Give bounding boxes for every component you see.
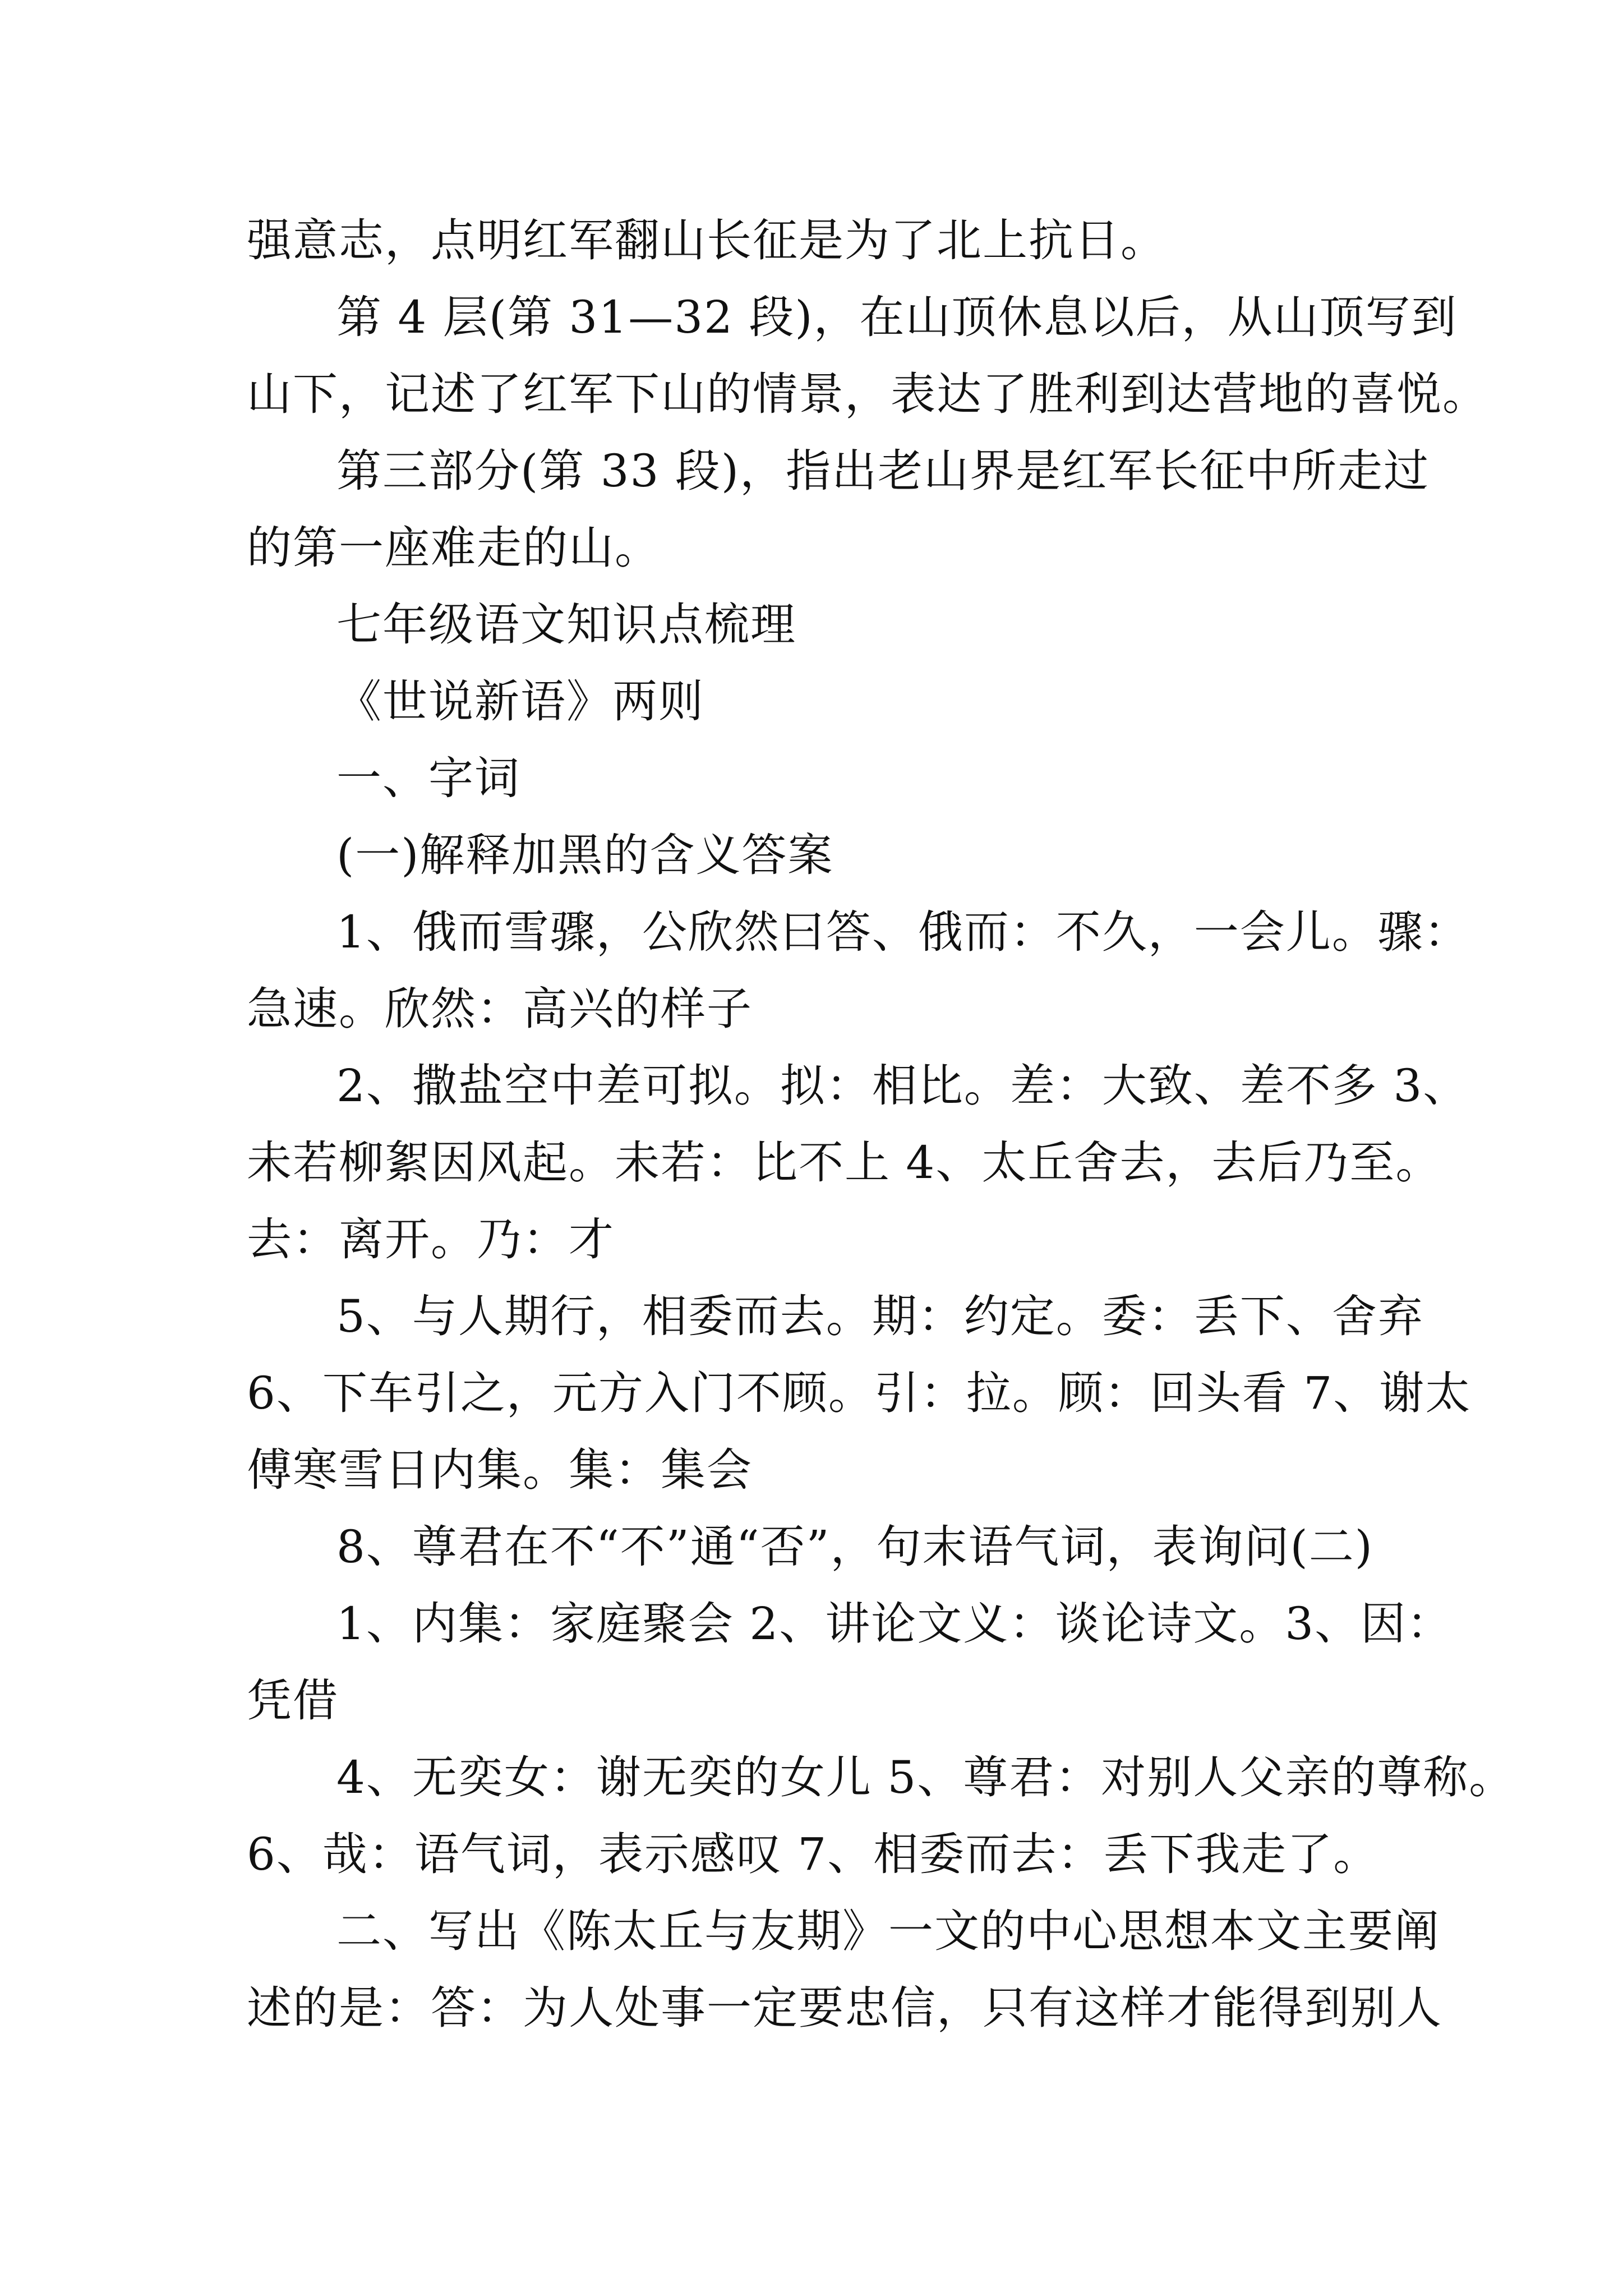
body-text <box>247 202 1515 2046</box>
text-line: 傅寒雪日内集。集：集会 <box>247 1444 753 1496</box>
lesson-title: 《世说新语》两则 <box>336 675 704 728</box>
text-line: 第三部分(第 33 段)，指出老山界是红军长征中所走过 <box>336 445 1430 497</box>
text-line: 山下，记述了红军下山的情景，表达了胜利到达营地的喜悦。 <box>247 368 1488 420</box>
text-line: 5、与人期行，相委而去。期：约定。委：丢下、舍弃 <box>336 1290 1424 1342</box>
text-line: 1、俄而雪骤，公欣然曰答、俄而：不久，一会儿。骤： <box>336 906 1470 958</box>
text-line: 8、尊君在不“不”通“否”，句末语气词，表询问(二) <box>336 1521 1373 1573</box>
text-line: 去：离开。乃：才 <box>247 1213 615 1266</box>
text-line: 未若柳絮因风起。未若：比不上 4、太丘舍去，去后乃至。 <box>247 1137 1442 1189</box>
text-line: 4、无奕女：谢无奕的女儿 5、尊君：对别人父亲的尊称。 <box>336 1751 1515 1803</box>
text-line: 1、内集：家庭聚会 2、讲论文义：谈论诗文。3、因： <box>336 1598 1453 1650</box>
text-line: 急速。欣然：高兴的样子 <box>247 983 753 1035</box>
section-heading: 七年级语文知识点梳理 <box>336 599 796 651</box>
subsection-heading: 一、字词 <box>336 752 520 804</box>
text-line: 凭借 <box>247 1674 339 1727</box>
text-line: 6、下车引之，元方入门不顾。引：拉。顾：回头看 7、谢太 <box>247 1367 1472 1419</box>
text-line: 2、撒盐空中差可拟。拟：相比。差：大致、差不多 3、 <box>336 1060 1469 1112</box>
text-line: 第 4 层(第 31—32 段)，在山顶休息以后，从山顶写到 <box>336 291 1458 343</box>
subsection-heading: (一)解释加黑的含义答案 <box>336 829 834 881</box>
text-line: 的第一座难走的山。 <box>247 522 661 574</box>
text-line: 述的是：答：为人处事一定要忠信，只有这样才能得到别人 <box>247 1982 1442 2034</box>
text-line: 6、哉：语气词，表示感叹 7、相委而去：丢下我走了。 <box>247 1828 1380 1880</box>
text-line: 强意志，点明红军翻山长征是为了北上抗日。 <box>247 214 1166 266</box>
text-line: 二、写出《陈太丘与友期》一文的中心思想本文主要阐 <box>336 1905 1440 1957</box>
